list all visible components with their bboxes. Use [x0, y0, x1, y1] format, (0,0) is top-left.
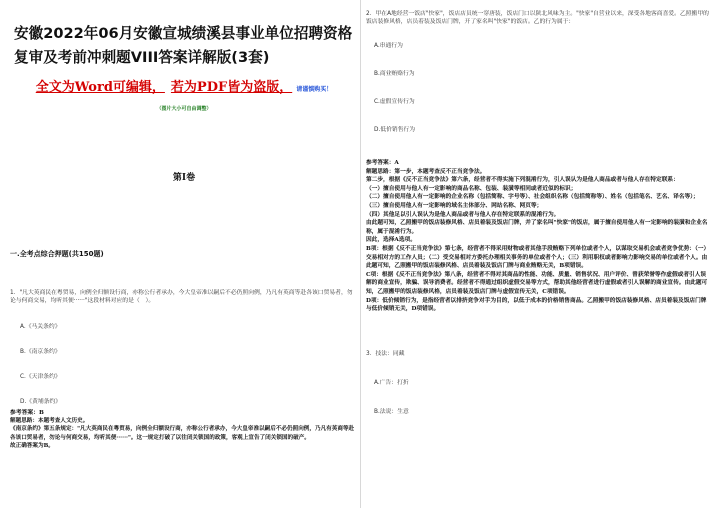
question-2-analysis-10: C项：根据《反不正当竞争法》第八条，经营者不得对其商品的性能、功能、质量、销售状况、用户评价、曾获荣誉等作虚假或者引人误解的商业宣传，欺骗、误导消费者。经营者不得通过组织虚假交易等方式，帮助其他经营者进行虚假或者引人误解的商业宣传。由此题可知，乙照搬甲的饭店装修风格，店员着装及饭店门牌与虚假宣传无关，C项错误。	[366, 271, 708, 295]
banner-caution: 请谨慎购买！	[296, 86, 333, 93]
question-1-option-d: D.《黄埔条约》	[20, 399, 62, 405]
question-1-option-a: A.《马关条约》	[20, 324, 61, 330]
question-2-analysis-8: 因此，选择A选项。	[366, 237, 416, 244]
question-2-option-c: C.虚假宣传行为	[374, 99, 415, 105]
question-2-analysis-4: （二）擅自使用他人有一定影响的企业名称（包括简称、字号等）、社会组织名称（包括简称等）、姓名（包括笔名、艺名、译名等）；	[366, 194, 699, 201]
question-1-answer: 参考答案：B	[10, 410, 44, 416]
volume-heading: 第I卷	[172, 173, 196, 183]
question-2-text: 2．甲在A地经营一饭店"快家"，饭店店员统一穿唐装，饭店门口以陕北风味为主。"快家"自营业以来，深受各地客商喜爱。乙照搬甲的饭店装修风格，店员着装及饭店门牌，开了家名叫"快家"的饭店。乙的行为属于：	[366, 11, 709, 25]
question-2-analysis-11: D项：低价倾销行为，是指经营者以排挤竞争对手为目的，以低于成本的价格销售商品。乙照搬甲的饭店装修风格、店员着装及饭店门牌与低价倾销无关，D项错误。	[366, 297, 707, 313]
question-3-option-a: A.广告：打折	[374, 379, 409, 386]
question-1-analysis-3: 故正确答案为B。	[10, 443, 54, 450]
question-2-answer: 参考答案：A	[366, 160, 399, 166]
question-3-option-b: B.法说：生意	[374, 408, 409, 415]
document-title: 安徽2022年06月安徽宣城绩溪县事业单位招聘资格复审及考前冲刺题VIII答案详解版(3套)	[14, 25, 353, 66]
question-1-option-b: B.《南京条约》	[20, 349, 61, 355]
question-1-analysis-2: 《南京条约》第五条规定："凡大英商民在粤贸易，向例全归额设行商，亦称公行者承办，今大皇帝准以嗣后不必仍照向例，乃凡有英商等赴各该口贸易者，勿论与何商交易，均听其便······"。这一规定打破了以往闭关锁国的政策，客观上宣告了闭关锁国的破产。	[10, 426, 355, 441]
question-2-analysis-9: B项：根据《反不正当竞争法》第七条，经营者不得采用财物或者其他手段贿赂下列单位或者个人，以谋取交易机会或者竞争优势：（一）交易相对方的工作人员；（二）受交易相对方委托办理相关事务的单位或者个人；（三）利用职权或者影响力影响交易的单位或者个人。由此题可知，乙照搬甲的饭店装修风格、店员着装及饭店门牌与商业贿赂无关，B项错误。	[366, 245, 710, 270]
question-2-analysis-6: （四）其他足以引人误认为是他人商品或者与他人存在特定联系的混淆行为。	[366, 211, 560, 218]
right-column	[366, 10, 710, 415]
question-2-analysis-5: （三）擅自使用他人有一定影响的域名主体部分、网站名称、网页等；	[366, 202, 543, 209]
banner-note: （图片大小可自由调整）	[156, 106, 212, 112]
section-heading: 一.全考点综合押题(共150题)	[10, 250, 104, 258]
question-1-option-c: C.《天津条约》	[20, 374, 61, 380]
question-2-analysis-7: 由此题可知，乙照搬甲的饭店装修风格、店员着装及饭店门牌，并了家名叫"快家"的饭店，属于擅自使用他人有一定影响的装潢和企业名称，属于混淆行为。	[366, 220, 708, 235]
question-2-analysis-3: （一）擅自使用与他人有一定影响的商品名称、包装、装潢等相同或者近似的标识；	[366, 185, 577, 192]
question-2-analysis-2: 第二步，根据《反不正当竞争法》第六条，经营者不得实施下列混淆行为，引人误认为是他人商品或者与他人存在特定联系：	[366, 177, 679, 184]
question-2-option-b: B.商业贿赂行为	[374, 71, 415, 77]
question-1-text: 1．"凡大英商民在粤贸易，向例全归额设行商，亦称公行者承办，今大皇帝准以嗣后不必仍照向例，乃凡有英商等赴各该口贸易者，勿论与何商交易，均听其便······"这段材料对应的是（ ）。	[10, 290, 353, 304]
question-2-option-d: D.低价销售行为	[374, 127, 416, 133]
copyright-banner	[10, 76, 358, 95]
banner-pdf: 若为PDF皆为盗版，	[170, 80, 293, 95]
question-3-text: 3．技法：同藏	[366, 350, 405, 357]
question-2-option-a: A.串通行为	[374, 43, 403, 49]
question-2-analysis-1: 解题思路：第一步，本题考查反不正当竞争法。	[366, 168, 486, 175]
column-divider	[360, 0, 361, 508]
banner-editable: 全文为Word可编辑，	[35, 80, 165, 95]
question-1-analysis-1: 解题思路：本题考查人文历史。	[10, 418, 89, 424]
left-column	[10, 8, 358, 451]
